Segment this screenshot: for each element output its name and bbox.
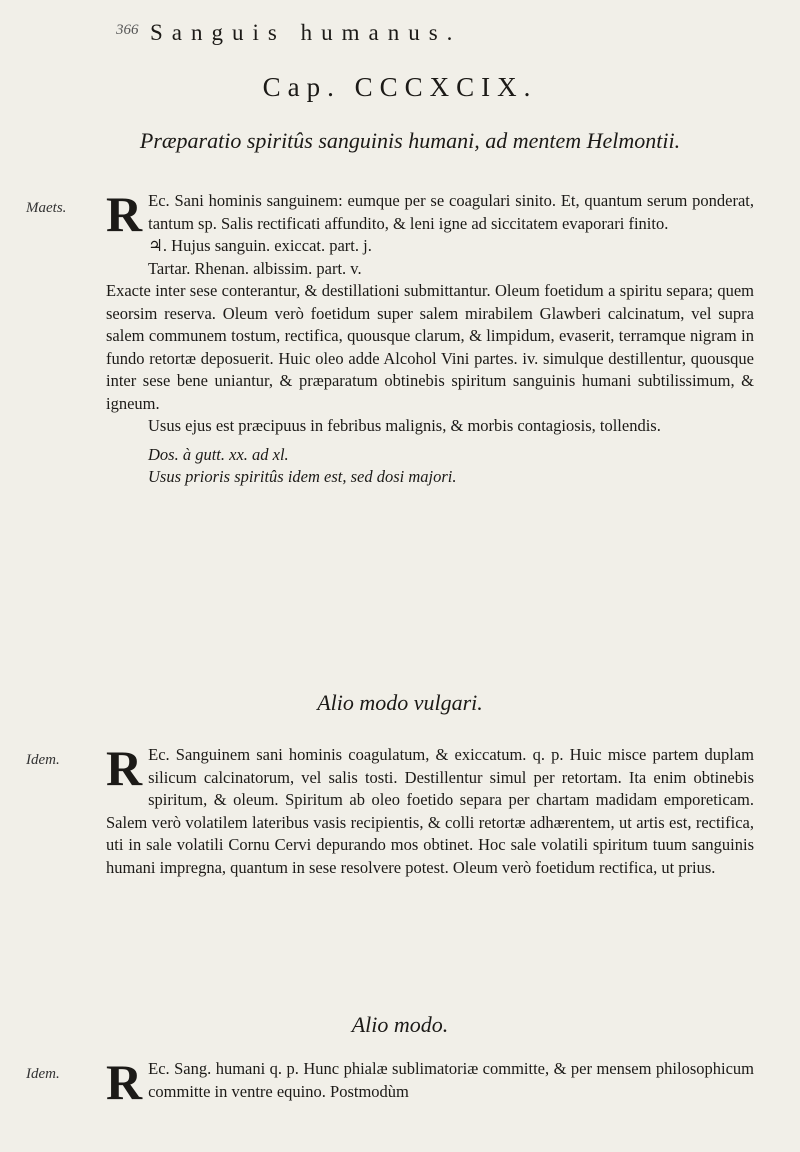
drop-initial: R	[106, 1054, 143, 1110]
ingredient-line: Tartar. Rhenan. albissim. part. v.	[148, 258, 362, 278]
chapter-heading: Cap. CCCXCIX.	[262, 72, 538, 102]
margin-note-idem: Idem.	[26, 752, 60, 768]
ingredient-line: ♃. Hujus sanguin. exiccat. part. j.	[148, 236, 372, 255]
paragraph-text: Exacte inter sese conterantur, & destillationi submittantur. Oleum foetidum a spiritu separa; quem seorsim reserva. Oleum verò foetidum super salem mirabilem Glawberi calcinatum, vel supra salem communem tostum, rectifica, quousque clarum, & limpidum, evaserit, terramque nigram in fundo retortæ deposuerit. Huic oleo adde Alcohol Vini partes. iv. simulque destillentur, quousque inter sese bene uniantur, & præparatum obtinebis spiritum sanguinis humani subtilissimum, & igneum.	[106, 281, 754, 413]
recipe-section-3	[106, 1054, 754, 1110]
paragraph-text: Ec. Sanguinem sani hominis coagulatum, & exiccatum. q. p. Huic misce partem duplam silicum calcinatorum, vel salis tosti. Destillentur simul per retortam. Ita enim obtinebis spiritum, & oleum. Spiritum ab oleo foetido separa per chartam madidam emporeticam. Salem verò volatilem lateribus vasis recipientis, & colli retortæ adhærentem, ut artis est, rectifica, uti in sale volatili Cornu Cervi depurando mos obtinet. Hoc sale volatili spiritum tuum sanguinis humani impregna, quantum in sese resolvere potest. Oleum verò foetidum rectifica, ut prius.	[106, 745, 754, 877]
paragraph	[106, 740, 754, 879]
subheading-alio-modo-vulgari: Alio modo vulgari.	[317, 690, 483, 715]
drop-initial: R	[106, 186, 143, 242]
paragraph	[106, 186, 754, 242]
paragraph-text: Ec. Sang. humani q. p. Hunc phialæ sublimatoriæ committe, & per mensem philosophicum committe in ventre equino. Postmodùm	[148, 1059, 754, 1101]
dose-text: Dos. à gutt. xx. ad xl.	[148, 444, 289, 464]
margin-note-maets: Maets.	[26, 200, 67, 216]
recipe-section-1	[106, 186, 754, 489]
usage-text: Usus ejus est præcipuus in febribus malignis, & morbis contagiosis, tollendis.	[148, 416, 661, 435]
page-number: 366	[116, 22, 139, 38]
usage-text: Usus prioris spiritûs idem est, sed dosi majori.	[148, 467, 457, 486]
drop-initial: R	[106, 740, 143, 796]
recipe-section-2	[106, 740, 754, 879]
paragraph-text: Ec. Sani hominis sanguinem: eumque per se coagulari sinito. Et, quantum serum ponderat, tantum sp. Salis rectificati affundito, & leni igne ad siccitatem evaporari finito.	[148, 191, 754, 233]
chapter-title: Præparatio spiritûs sanguinis humani, ad mentem Helmontii.	[139, 128, 681, 153]
running-title: Sanguis humanus.	[150, 20, 462, 45]
subheading-alio-modo: Alio modo.	[351, 1012, 449, 1037]
paragraph	[106, 1054, 754, 1110]
margin-note-idem: Idem.	[26, 1066, 60, 1082]
